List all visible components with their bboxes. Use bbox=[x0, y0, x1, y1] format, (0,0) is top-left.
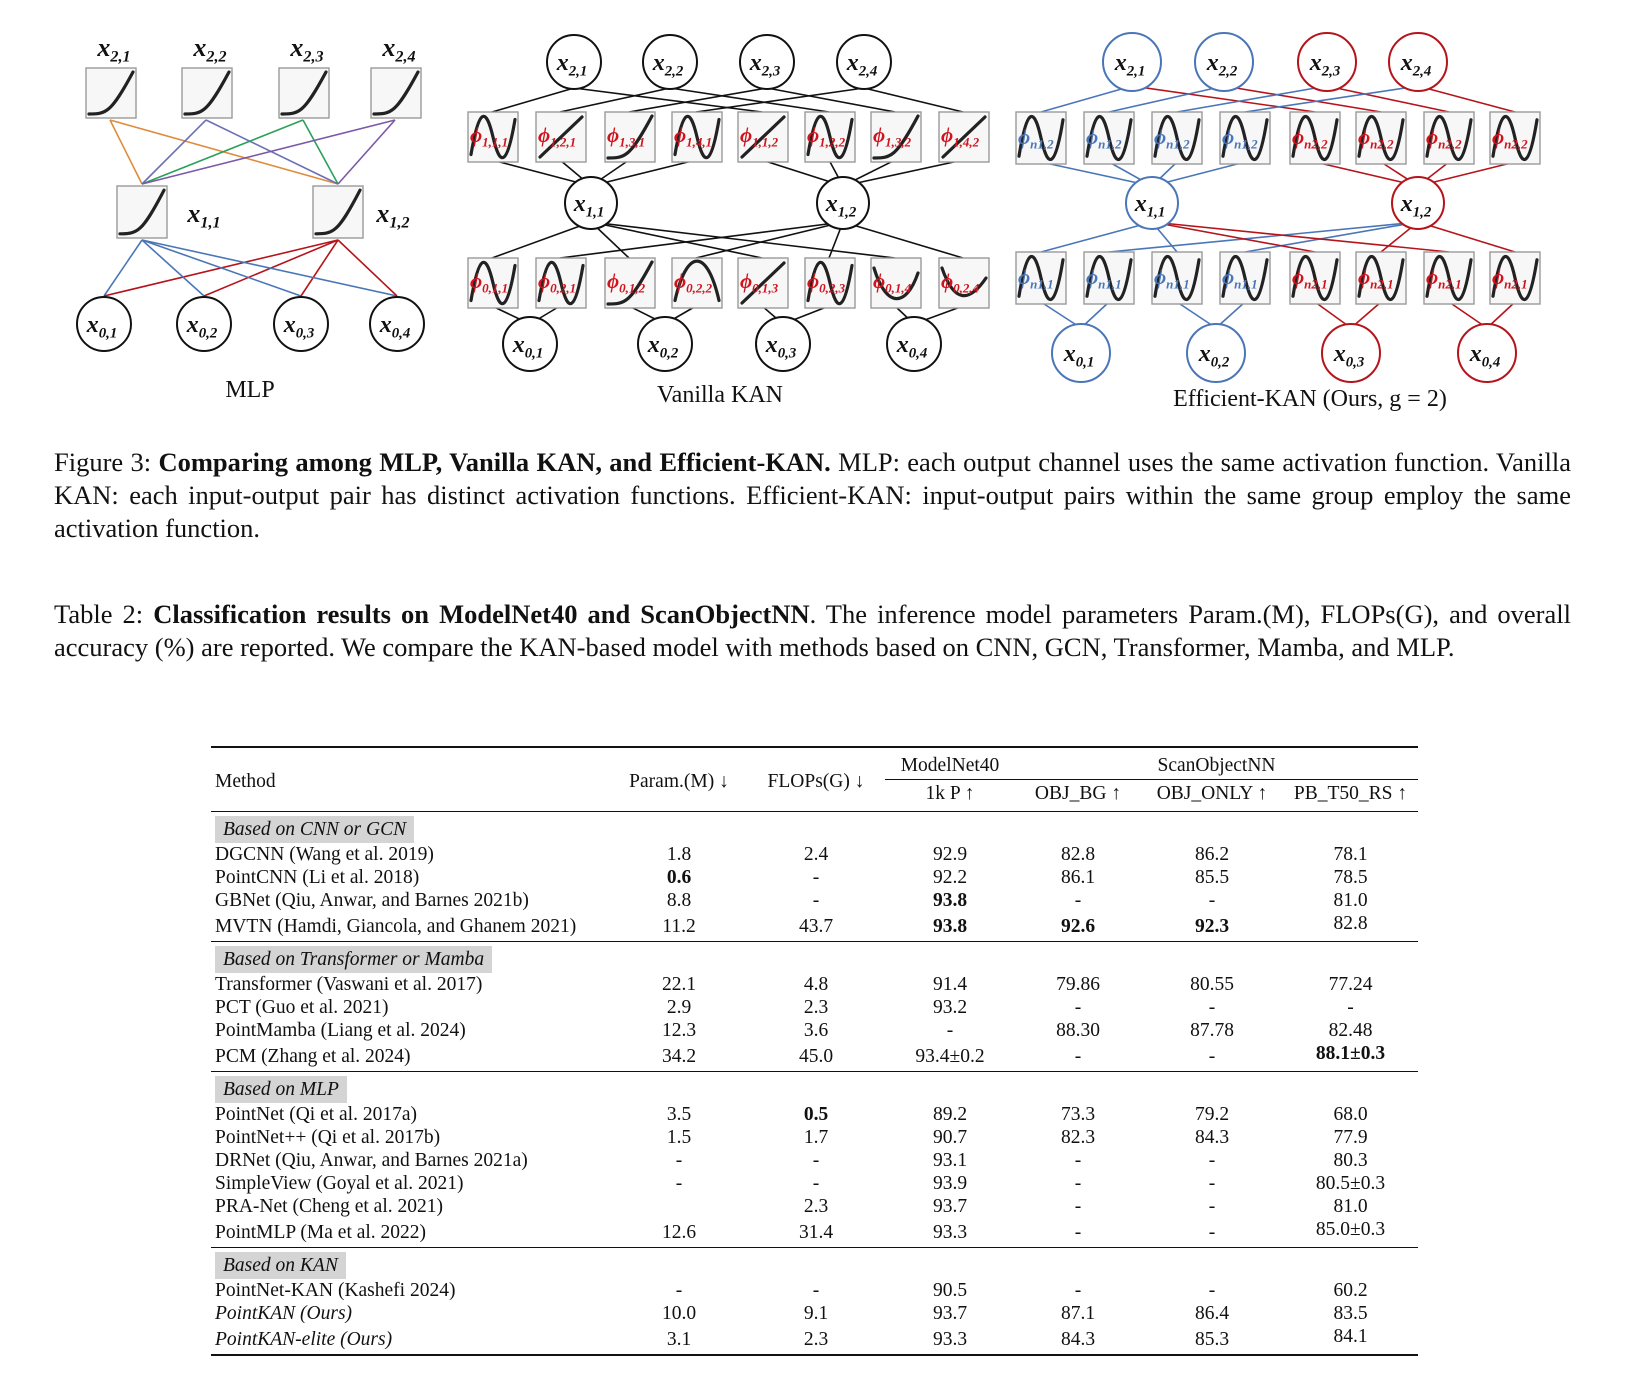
mlp-lower-connection bbox=[338, 240, 397, 296]
cell-only: - bbox=[1208, 890, 1216, 911]
vanilla-lower-phi-label: $\phi_{0,2,1}$ bbox=[538, 269, 577, 296]
vanilla-lower-phi-label: $\phi_{0,2,3}$ bbox=[807, 269, 846, 296]
vanilla-lower-phi-label: $\phi_{0,1,2}$ bbox=[607, 269, 646, 296]
efficient-lower-phi-label: $\phi_{n1,1}$ bbox=[1154, 265, 1190, 292]
cell-mn: 93.1 bbox=[932, 1150, 968, 1171]
cell-bg: - bbox=[1074, 890, 1082, 911]
vanilla-mid-node-label: $x_{1,1}$ bbox=[573, 191, 605, 221]
mlp-caption: MLP bbox=[225, 377, 275, 403]
header-scanobjectnn: ScanObjectNN bbox=[1157, 755, 1276, 776]
cell-pb: 82.8 bbox=[1333, 913, 1368, 934]
mlp-top-node-label: $x_{2,1}$ bbox=[97, 33, 131, 66]
cell-flops: 2.3 bbox=[803, 997, 829, 1018]
cell-method: PointNet++ (Qi et al. 2017b) bbox=[215, 1127, 441, 1148]
vanilla-bottom-node bbox=[503, 317, 557, 371]
cell-only: 80.55 bbox=[1190, 974, 1234, 995]
efficient-upper-phi-label: $\phi_{n1,2}$ bbox=[1086, 125, 1122, 152]
cell-method: PointMamba (Liang et al. 2024) bbox=[215, 1020, 466, 1041]
cell-only: - bbox=[1208, 1222, 1216, 1243]
cell-pb: 82.48 bbox=[1328, 1020, 1373, 1041]
section-label: Based on MLP bbox=[215, 1076, 347, 1103]
cell-only: 86.4 bbox=[1194, 1303, 1230, 1324]
vanilla-mid-connection bbox=[843, 160, 963, 186]
cell-bg: 86.1 bbox=[1060, 867, 1096, 888]
efficient-bottom-node bbox=[1187, 324, 1245, 382]
vanilla-lower-phi-label: $\phi_{0,2,4}$ bbox=[941, 269, 980, 296]
efficient-top-node bbox=[1389, 33, 1447, 91]
cell-param: 11.2 bbox=[662, 916, 696, 937]
cell-bg: - bbox=[1074, 1280, 1082, 1301]
cell-mn: 93.4±0.2 bbox=[915, 1046, 985, 1067]
vanilla-bottom-node bbox=[756, 317, 810, 371]
results-table bbox=[211, 746, 1418, 1356]
cell-method: PointKAN-elite (Ours) bbox=[215, 1329, 393, 1350]
table-row bbox=[211, 1126, 1418, 1149]
vanilla-upper-connection bbox=[574, 88, 762, 112]
cell-flops: 31.4 bbox=[798, 1222, 834, 1243]
cell-bg: 82.3 bbox=[1060, 1127, 1096, 1148]
cell-bg: 92.6 bbox=[1060, 916, 1096, 937]
cell-mn: 93.3 bbox=[932, 1222, 968, 1243]
cell-pb: 80.3 bbox=[1333, 1150, 1368, 1171]
efficient-upper-phi-label: $\phi_{n1,2}$ bbox=[1018, 125, 1054, 152]
efficient-lower-phi-label: $\phi_{n2,1}$ bbox=[1492, 265, 1528, 292]
vanilla-upper-connection bbox=[696, 88, 864, 112]
cell-only: 86.2 bbox=[1194, 844, 1230, 865]
table-caption bbox=[54, 598, 1571, 664]
cell-flops: 2.3 bbox=[803, 1329, 829, 1350]
cell-method: DRNet (Qiu, Anwar, and Barnes 2021a) bbox=[215, 1150, 528, 1171]
cell-bg: - bbox=[1074, 1222, 1082, 1243]
section-header-row bbox=[211, 942, 1418, 974]
cell-flops: - bbox=[812, 890, 820, 911]
cell-param: - bbox=[675, 1173, 683, 1194]
mlp-bottom-node bbox=[370, 297, 424, 351]
mlp-lower-connection bbox=[142, 240, 301, 296]
efficient-upper-phi-label: $\phi_{n1,2}$ bbox=[1154, 125, 1190, 152]
vanilla-lower-phi-label: $\phi_{0,1,3}$ bbox=[740, 269, 779, 296]
mlp-top-activation-icon bbox=[371, 68, 421, 118]
cell-pb: 88.1±0.3 bbox=[1315, 1043, 1386, 1064]
header-obj-only: OBJ_ONLY ↑ bbox=[1141, 780, 1283, 812]
vanilla-upper-connection bbox=[492, 88, 574, 112]
efficient-top-node-label: $x_{2,2}$ bbox=[1206, 50, 1238, 80]
section-label: Based on CNN or GCN bbox=[215, 816, 414, 843]
mlp-bottom-node-label: $x_{0,3}$ bbox=[283, 312, 315, 342]
table-row bbox=[211, 1302, 1418, 1325]
mlp-top-activation-icon bbox=[182, 68, 232, 118]
cell-bg: - bbox=[1074, 1150, 1082, 1171]
efficient-top-node bbox=[1103, 33, 1161, 91]
cell-flops: 9.1 bbox=[803, 1303, 829, 1324]
cell-pb: 77.9 bbox=[1333, 1127, 1368, 1148]
cell-mn: 91.4 bbox=[932, 974, 968, 995]
efficient-bottom-node bbox=[1458, 324, 1516, 382]
cell-param: 22.1 bbox=[661, 974, 697, 995]
header-flops: FLOPs(G) ↓ bbox=[767, 771, 865, 792]
efficient-lower-phi-label: $\phi_{n1,1}$ bbox=[1018, 265, 1054, 292]
cell-flops: 3.6 bbox=[803, 1020, 829, 1041]
cell-pb: 60.2 bbox=[1333, 1280, 1368, 1301]
mlp-top-node-label: $x_{2,4}$ bbox=[382, 33, 416, 66]
efficient-lower-phi-label: $\phi_{n1,1}$ bbox=[1086, 265, 1122, 292]
efficient-upper-phi-label: $\phi_{n2,2}$ bbox=[1426, 125, 1462, 152]
efficient-upper-connection bbox=[1041, 86, 1132, 112]
efficient-bottom-node bbox=[1052, 324, 1110, 382]
table-row bbox=[211, 1279, 1418, 1302]
cell-pb: 81.0 bbox=[1333, 890, 1368, 911]
cell-method: PCT (Guo et al. 2021) bbox=[215, 997, 389, 1018]
cell-mn: 92.9 bbox=[932, 844, 968, 865]
cell-pb: 81.0 bbox=[1333, 1196, 1368, 1217]
mlp-top-activation-icon bbox=[86, 68, 136, 118]
efficient-upper-phi-label: $\phi_{n1,2}$ bbox=[1222, 125, 1258, 152]
cell-param: - bbox=[675, 1280, 683, 1301]
vanilla-lower-mid-connection bbox=[696, 222, 843, 258]
cell-only: 84.3 bbox=[1194, 1127, 1230, 1148]
efficient-lower-phi-label: $\phi_{n2,1}$ bbox=[1426, 265, 1462, 292]
mlp-bottom-node bbox=[274, 297, 328, 351]
efficient-lower-phi-label: $\phi_{n2,1}$ bbox=[1292, 265, 1328, 292]
vanilla-top-node-label: $x_{2,4}$ bbox=[846, 50, 878, 80]
mlp-upper-connection bbox=[142, 120, 303, 184]
table-row bbox=[211, 1172, 1418, 1195]
header-modelnet40: ModelNet40 bbox=[900, 755, 1000, 776]
cell-bg: 88.30 bbox=[1056, 1020, 1100, 1041]
mlp-bottom-node-label: $x_{0,2}$ bbox=[186, 312, 218, 342]
mlp-top-node-label: $x_{2,2}$ bbox=[193, 33, 227, 66]
cell-only: - bbox=[1208, 1150, 1216, 1171]
cell-param: 3.1 bbox=[666, 1329, 692, 1350]
cell-param: 8.8 bbox=[666, 890, 692, 911]
mlp-bottom-node-label: $x_{0,1}$ bbox=[86, 312, 118, 342]
mlp-upper-connection bbox=[338, 120, 395, 184]
table-row bbox=[211, 1103, 1418, 1126]
efficient-upper-phi-label: $\phi_{n2,2}$ bbox=[1492, 125, 1528, 152]
cell-mn: 93.7 bbox=[932, 1196, 968, 1217]
efficient-bottom-node bbox=[1322, 324, 1380, 382]
table-row bbox=[211, 912, 1418, 942]
cell-param: - bbox=[675, 1150, 683, 1171]
vanilla-upper-phi-label: $\phi_{1,4,2}$ bbox=[941, 123, 980, 150]
cell-bg: 84.3 bbox=[1060, 1329, 1096, 1350]
cell-method: MVTN (Hamdi, Giancola, and Ghanem 2021) bbox=[215, 916, 577, 937]
mlp-mid-activation-icon bbox=[117, 186, 167, 238]
table-row bbox=[211, 1325, 1418, 1355]
efficient-mid-node-label: $x_{1,2}$ bbox=[1400, 191, 1432, 221]
cell-flops: - bbox=[812, 1280, 820, 1301]
vanilla-top-node-label: $x_{2,3}$ bbox=[749, 50, 781, 80]
mlp-top-node-label: $x_{2,3}$ bbox=[290, 33, 324, 66]
figure-caption bbox=[54, 446, 1571, 545]
header-obj-bg: OBJ_BG ↑ bbox=[1015, 780, 1141, 812]
vanilla-mid-node-label: $x_{1,2}$ bbox=[825, 191, 857, 221]
table-caption-bold: Classification results on ModelNet40 and ScanObjectNN bbox=[153, 599, 810, 629]
efficient-bottom-node-label: $x_{0,2}$ bbox=[1198, 341, 1230, 371]
vanilla-caption: Vanilla KAN bbox=[657, 382, 783, 408]
figure-caption-prefix: Figure 3: bbox=[54, 447, 159, 477]
cell-flops: 1.7 bbox=[803, 1127, 829, 1148]
cell-only: - bbox=[1208, 1196, 1216, 1217]
mlp-bottom-node bbox=[177, 297, 231, 351]
cell-method: SimpleView (Goyal et al. 2021) bbox=[215, 1173, 464, 1194]
cell-pb: - bbox=[1347, 997, 1354, 1018]
cell-flops: 0.5 bbox=[803, 1104, 829, 1125]
cell-only: 85.5 bbox=[1194, 867, 1230, 888]
mlp-mid-activation-icon bbox=[313, 186, 363, 238]
efficient-top-node-label: $x_{2,1}$ bbox=[1114, 50, 1146, 80]
vanilla-top-node-label: $x_{2,1}$ bbox=[556, 50, 588, 80]
section-header-row bbox=[211, 812, 1418, 844]
vanilla-top-node bbox=[547, 35, 601, 89]
cell-method: PointMLP (Ma et al. 2022) bbox=[215, 1222, 427, 1243]
cell-mn: 93.9 bbox=[932, 1173, 968, 1194]
efficient-lower-mid-connection bbox=[1152, 222, 1315, 252]
mlp-mid-node-label: $x_{1,1}$ bbox=[187, 199, 221, 232]
figure-caption-text: MLP: each output channel uses the same activation function. Vanilla KAN: each input-output pair has distinct activation functions. Efficient-KAN: input-output pairs within the same group employ the same activation function. bbox=[54, 447, 1571, 543]
cell-method: PointCNN (Li et al. 2018) bbox=[215, 867, 420, 888]
cell-param: 10.0 bbox=[661, 1303, 697, 1324]
header-param: Param.(M) ↓ bbox=[629, 771, 729, 792]
cell-bg: 87.1 bbox=[1060, 1303, 1096, 1324]
cell-method: PointKAN (Ours) bbox=[215, 1303, 353, 1324]
section-header-row bbox=[211, 1248, 1418, 1280]
efficient-upper-phi-label: $\phi_{n2,2}$ bbox=[1358, 125, 1394, 152]
vanilla-lower-phi-label: $\phi_{0,1,1}$ bbox=[470, 269, 509, 296]
table-row bbox=[211, 973, 1418, 996]
vanilla-top-node bbox=[643, 35, 697, 89]
vanilla-upper-phi-label: $\phi_{1,3,1}$ bbox=[607, 123, 646, 150]
vanilla-lower-phi-label: $\phi_{0,1,4}$ bbox=[873, 269, 912, 296]
vanilla-lower-phi-label: $\phi_{0,2,2}$ bbox=[674, 269, 713, 296]
cell-bg: - bbox=[1074, 1173, 1082, 1194]
vanilla-bottom-node-label: $x_{0,4}$ bbox=[896, 332, 928, 362]
cell-flops: 45.0 bbox=[798, 1046, 834, 1067]
section-header-row bbox=[211, 1072, 1418, 1104]
cell-flops: 43.7 bbox=[798, 916, 834, 937]
cell-param: 1.5 bbox=[666, 1127, 692, 1148]
cell-mn: 90.5 bbox=[932, 1280, 968, 1301]
cell-mn: 93.3 bbox=[932, 1329, 968, 1350]
cell-param: 3.5 bbox=[666, 1104, 692, 1125]
cell-only: - bbox=[1208, 1280, 1216, 1301]
vanilla-bottom-node bbox=[887, 317, 941, 371]
efficient-top-node-label: $x_{2,3}$ bbox=[1309, 50, 1341, 80]
cell-method: PCM (Zhang et al. 2024) bbox=[215, 1046, 411, 1067]
efficient-top-node-label: $x_{2,4}$ bbox=[1400, 50, 1432, 80]
cell-pb: 84.1 bbox=[1333, 1326, 1368, 1347]
cell-mn: 93.7 bbox=[932, 1303, 968, 1324]
vanilla-bottom-node-label: $x_{0,1}$ bbox=[512, 332, 544, 362]
table-caption-prefix: Table 2: bbox=[54, 599, 154, 629]
cell-pb: 83.5 bbox=[1333, 1303, 1368, 1324]
cell-param: 1.8 bbox=[666, 844, 692, 865]
mlp-upper-connection bbox=[142, 120, 206, 184]
mlp-lower-connection bbox=[142, 240, 397, 296]
cell-param bbox=[611, 1195, 747, 1218]
mlp-bottom-node-label: $x_{0,4}$ bbox=[379, 312, 411, 342]
figure-caption-bold: Comparing among MLP, Vanilla KAN, and Efficient-KAN. bbox=[158, 447, 831, 477]
efficient-top-node bbox=[1195, 33, 1253, 91]
cell-method: DGCNN (Wang et al. 2019) bbox=[215, 844, 434, 865]
efficient-lower-phi-label: $\phi_{n1,1}$ bbox=[1222, 265, 1258, 292]
table-row bbox=[211, 1149, 1418, 1172]
cell-param: 2.9 bbox=[666, 997, 692, 1018]
cell-method: PRA-Net (Cheng et al. 2021) bbox=[215, 1196, 444, 1217]
vanilla-upper-phi-label: $\phi_{1,3,2}$ bbox=[873, 123, 912, 150]
table-row bbox=[211, 866, 1418, 889]
header-1kp: 1k P ↑ bbox=[885, 780, 1015, 812]
vanilla-lower-mid-connection bbox=[492, 222, 591, 258]
vanilla-upper-phi-label: $\phi_{1,2,2}$ bbox=[807, 123, 846, 150]
vanilla-upper-phi-label: $\phi_{1,2,1}$ bbox=[538, 123, 577, 150]
cell-bg: - bbox=[1074, 997, 1082, 1018]
cell-mn: 93.8 bbox=[932, 916, 968, 937]
mlp-lower-connection bbox=[142, 240, 204, 296]
figure-3 bbox=[0, 0, 1626, 420]
section-label: Based on KAN bbox=[215, 1252, 346, 1279]
vanilla-upper-phi-label: $\phi_{1,1,1}$ bbox=[470, 123, 509, 150]
cell-method: PointNet-KAN (Kashefi 2024) bbox=[215, 1280, 456, 1301]
cell-param: 12.6 bbox=[661, 1222, 697, 1243]
efficient-caption: Efficient-KAN (Ours, g = 2) bbox=[1173, 386, 1447, 412]
header-pb-t50-rs: PB_T50_RS ↑ bbox=[1283, 780, 1418, 812]
table-row bbox=[211, 1019, 1418, 1042]
efficient-lower-mid-connection bbox=[1152, 222, 1449, 252]
cell-only: - bbox=[1208, 997, 1216, 1018]
cell-param: 0.6 bbox=[666, 867, 692, 888]
mlp-upper-connection bbox=[142, 120, 395, 184]
efficient-bottom-node-label: $x_{0,4}$ bbox=[1469, 341, 1501, 371]
cell-mn: 92.2 bbox=[932, 867, 968, 888]
cell-mn: 89.2 bbox=[932, 1104, 968, 1125]
cell-param: 12.3 bbox=[661, 1020, 697, 1041]
vanilla-upper-phi-label: $\phi_{1,1,2}$ bbox=[740, 123, 779, 150]
cell-flops: 2.3 bbox=[803, 1196, 829, 1217]
table-row bbox=[211, 1195, 1418, 1218]
cell-mn: - bbox=[946, 1020, 954, 1041]
cell-mn: 90.7 bbox=[932, 1127, 968, 1148]
mlp-upper-connection bbox=[110, 120, 142, 184]
cell-bg: - bbox=[1074, 1196, 1082, 1217]
cell-only: - bbox=[1208, 1173, 1216, 1194]
cell-flops: 4.8 bbox=[803, 974, 829, 995]
cell-bg: - bbox=[1074, 1046, 1082, 1067]
table-row bbox=[211, 1042, 1418, 1072]
vanilla-bottom-node bbox=[638, 317, 692, 371]
cell-pb: 80.5±0.3 bbox=[1315, 1173, 1386, 1194]
efficient-lower-phi-label: $\phi_{n2,1}$ bbox=[1358, 265, 1394, 292]
cell-mn: 93.8 bbox=[932, 890, 968, 911]
vanilla-bottom-node-label: $x_{0,2}$ bbox=[647, 332, 679, 362]
vanilla-upper-phi-label: $\phi_{1,4,1}$ bbox=[674, 123, 713, 150]
cell-only: 87.78 bbox=[1190, 1020, 1234, 1041]
vanilla-top-node-label: $x_{2,2}$ bbox=[652, 50, 684, 80]
vanilla-lower-mid-connection bbox=[843, 222, 963, 258]
efficient-lower-mid-connection bbox=[1418, 222, 1515, 252]
vanilla-top-node bbox=[837, 35, 891, 89]
table-row bbox=[211, 843, 1418, 866]
cell-param: 34.2 bbox=[661, 1046, 697, 1067]
table-caption-text: . The inference model parameters Param.(M), FLOPs(G), and overall accuracy (%) are reported. We compare the KAN-based model with methods based on CNN, GCN, Transformer, Mamba, and MLP. bbox=[54, 599, 1571, 662]
cell-flops: - bbox=[812, 1173, 820, 1194]
table-row bbox=[211, 996, 1418, 1019]
cell-only: 85.3 bbox=[1194, 1329, 1230, 1350]
mlp-top-activation-icon bbox=[279, 68, 329, 118]
cell-flops: - bbox=[812, 1150, 820, 1171]
cell-pb: 68.0 bbox=[1333, 1104, 1368, 1125]
table-row bbox=[211, 889, 1418, 912]
efficient-upper-phi-label: $\phi_{n2,2}$ bbox=[1292, 125, 1328, 152]
efficient-top-node bbox=[1298, 33, 1356, 91]
vanilla-top-node bbox=[740, 35, 794, 89]
cell-mn: 93.2 bbox=[932, 997, 968, 1018]
cell-bg: 79.86 bbox=[1056, 974, 1100, 995]
cell-method: Transformer (Vaswani et al. 2017) bbox=[215, 974, 483, 995]
cell-pb: 78.1 bbox=[1333, 844, 1368, 865]
mlp-bottom-node bbox=[77, 297, 131, 351]
cell-flops: - bbox=[812, 867, 820, 888]
efficient-mid-node-label: $x_{1,1}$ bbox=[1134, 191, 1166, 221]
mlp-mid-node-label: $x_{1,2}$ bbox=[376, 199, 410, 232]
vanilla-bottom-node-label: $x_{0,3}$ bbox=[765, 332, 797, 362]
cell-only: - bbox=[1208, 1046, 1216, 1067]
cell-only: 79.2 bbox=[1194, 1104, 1230, 1125]
efficient-lower-mid-connection bbox=[1041, 222, 1152, 252]
mlp-upper-connection bbox=[303, 120, 338, 184]
cell-pb: 77.24 bbox=[1328, 974, 1373, 995]
cell-method: PointNet (Qi et al. 2017a) bbox=[215, 1104, 417, 1125]
section-label: Based on Transformer or Mamba bbox=[215, 946, 492, 973]
cell-only: 92.3 bbox=[1194, 916, 1230, 937]
efficient-bottom-node-label: $x_{0,3}$ bbox=[1333, 341, 1365, 371]
efficient-bottom-node-label: $x_{0,1}$ bbox=[1063, 341, 1095, 371]
header-method: Method bbox=[215, 771, 276, 792]
cell-bg: 73.3 bbox=[1060, 1104, 1096, 1125]
table-row bbox=[211, 1218, 1418, 1248]
cell-pb: 85.0±0.3 bbox=[1315, 1219, 1386, 1240]
cell-flops: 2.4 bbox=[803, 844, 829, 865]
cell-bg: 82.8 bbox=[1060, 844, 1096, 865]
cell-pb: 78.5 bbox=[1333, 867, 1368, 888]
cell-method: GBNet (Qiu, Anwar, and Barnes 2021b) bbox=[215, 890, 529, 911]
